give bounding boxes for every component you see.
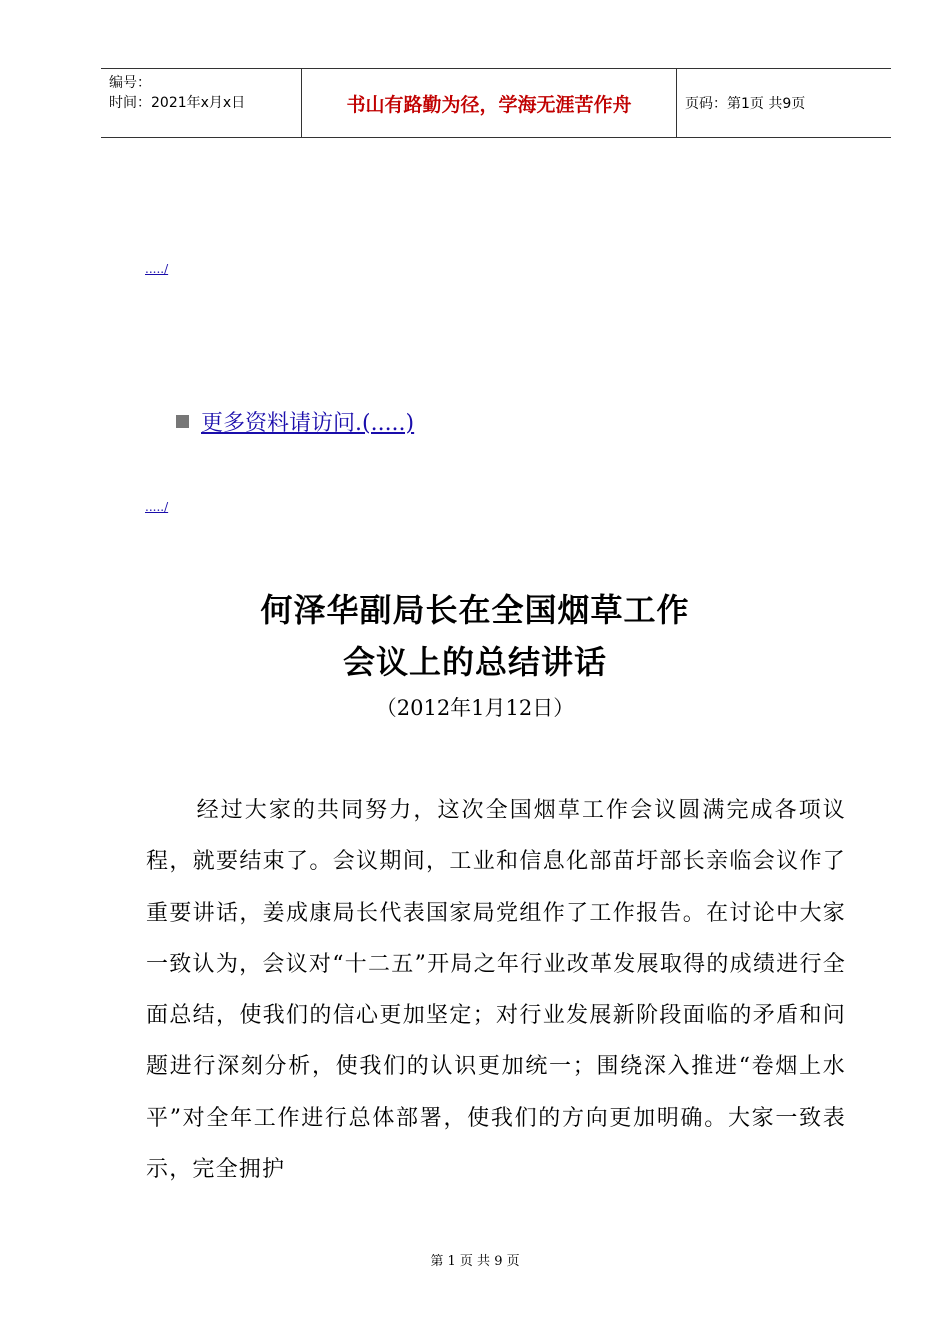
header-meta [101, 69, 302, 137]
time-label: 时间：2021年x月x日 [109, 95, 246, 111]
document-title-line1: 何泽华副局长在全国烟草工作 [260, 591, 690, 629]
page-footer: 第 1 页 共 9 页 [430, 1254, 520, 1269]
document-title-line2: 会议上的总结讲话 [342, 643, 607, 681]
body-paragraph: 经过大家的共同努力，这次全国烟草工作会议圆满完成各项议程，就要结束了。会议期间，工业和信息化部苗圩部长亲临会议作了重要讲话，姜成康局长代表国家局党组作了工作报告。在讨论中大家一致认为，会议对“十二五”开局之年行业改革发展取得的成绩进行全面总结，使我们的信心更加坚定；对行业发展新阶段面临的矛盾和问题进行深刻分析，使我们的认识更加统一；围绕深入推进“卷烟上水平”对全年工作进行总体部署，使我们的方向更加明确。大家一致表示，完全拥护 [146, 798, 846, 1183]
document-header [101, 68, 891, 138]
second-link[interactable]: ...../ [145, 500, 169, 514]
header-motto: 书山有路勤为径，学海无涯苦作舟 [302, 69, 677, 137]
square-bullet-icon [176, 415, 189, 428]
number-label: 编号： [109, 75, 151, 91]
more-info-link[interactable]: 更多资料请访问.(.....) [201, 411, 415, 436]
top-link[interactable]: ...../ [145, 262, 169, 276]
document-body [146, 785, 846, 1195]
header-page-info: 页码：第1页 共9页 [685, 96, 806, 112]
document-date: （2012年1月12日） [375, 696, 575, 720]
more-info-line [176, 406, 414, 437]
